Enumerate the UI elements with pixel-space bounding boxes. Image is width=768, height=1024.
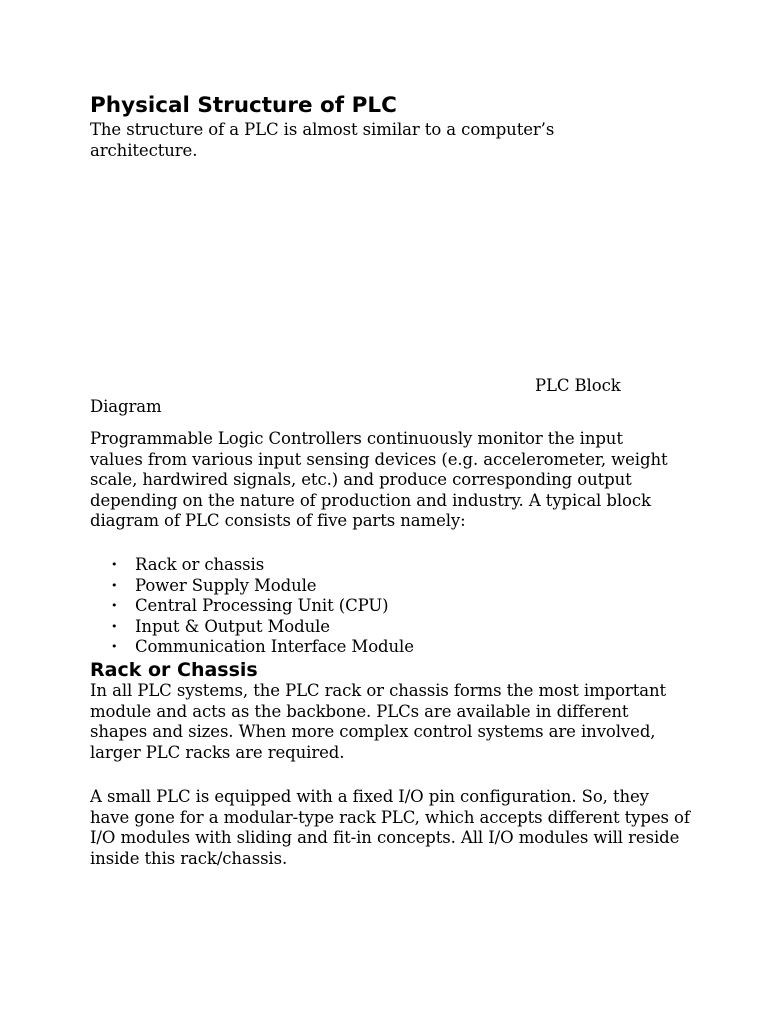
- list-item-text: Central Processing Unit (CPU): [135, 596, 389, 615]
- bullet-icon: •: [111, 619, 118, 633]
- list-item-text: Input & Output Module: [135, 616, 330, 636]
- figure-caption: [90, 376, 670, 417]
- plc-parts-list: [90, 555, 414, 658]
- list-item: [90, 596, 414, 617]
- intro-paragraph: The structure of a PLC is almost similar to a computer’s architecture.: [90, 120, 555, 160]
- monitor-paragraph: Programmable Logic Controllers continuously monitor the input values from various input sensing devices (e.g. accelerometer, weight scale, hardwired signals, etc.) and produce corresponding output depending on the nature of production and industry. A typical block diagram of PLC consists of five parts namely:: [90, 429, 668, 530]
- list-item: [90, 555, 414, 576]
- list-item-text: Rack or chassis: [135, 555, 265, 574]
- page-title: Physical Structure of PLC: [90, 93, 397, 118]
- list-item: [90, 576, 414, 597]
- figure-caption-line-1: PLC Block: [535, 376, 621, 395]
- figure-caption-line-2: Diagram: [90, 396, 162, 416]
- bullet-icon: •: [111, 640, 118, 653]
- bullet-icon: •: [111, 578, 118, 592]
- list-item-text: Communication Interface Module: [135, 637, 414, 656]
- list-item-text: Power Supply Module: [135, 575, 317, 595]
- section-heading-rack: Rack or Chassis: [90, 659, 258, 681]
- bullet-icon: •: [111, 558, 118, 571]
- list-item: [90, 637, 414, 658]
- list-item: [90, 617, 414, 638]
- plc-block-diagram-image-placeholder: [90, 165, 670, 365]
- rack-paragraph-1: In all PLC systems, the PLC rack or chassis forms the most important module and acts as the backbone. PLCs are available in different shapes and sizes. When more complex control systems are involved, larger PLC racks are required.: [90, 681, 667, 762]
- rack-paragraph-2: A small PLC is equipped with a fixed I/O pin configuration. So, they have gone for a modular-type rack PLC, which accepts different types of I/O modules with sliding and fit-in concepts. All I/O modules will reside inside this rack/chassis.: [90, 787, 690, 868]
- bullet-icon: •: [111, 599, 118, 612]
